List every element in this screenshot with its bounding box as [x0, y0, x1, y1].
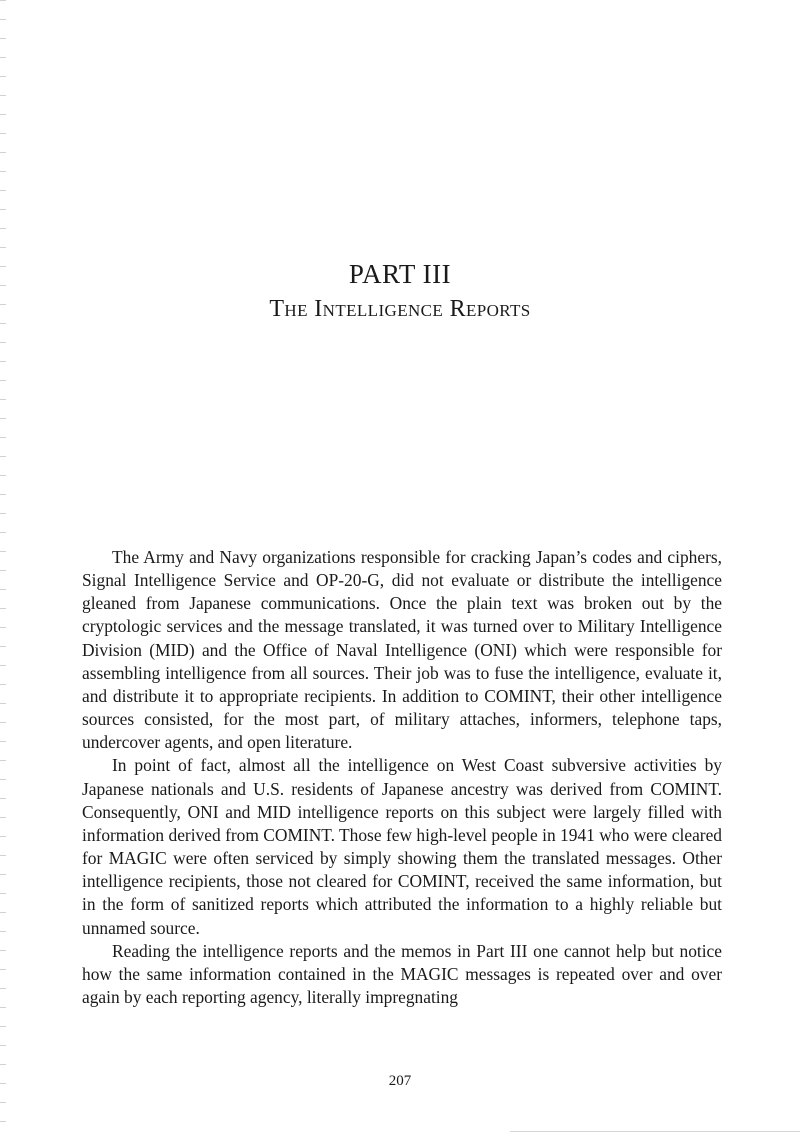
page-number: 207 — [388, 1073, 412, 1089]
page-edge-marks — [0, 0, 6, 1134]
part-heading — [0, 258, 800, 324]
paragraph: The Army and Navy organizations responsible for cracking Japan’s codes and ciphers, Signal Intelligence Service and OP-20-G, did not evaluate or distribute the intelligence gleaned from Japanese communications. Once the plain text was broken out by the cryptologic services and the message translated, it was turned over to Military Intelligence Division (MID) and the Office of Naval Intelligence (ONI) which were responsible for assembling intelligence from all sources. Their job was to fuse the intelligence, evaluate it, and distribute it to appropriate recipients. In addition to COMINT, their other intelligence sources consisted, for the most part, of military attaches, informers, telephone taps, undercover agents, and open literature. — [82, 547, 722, 753]
part-subtitle: The Intelligence Reports — [269, 296, 531, 322]
bottom-rule — [510, 1131, 800, 1132]
body-text — [82, 546, 722, 1009]
paragraph: In point of fact, almost all the intelligence on West Coast subversive activities by Japanese nationals and U.S. residents of Japanese ancestry was derived from COMINT. Consequently, ONI and MID intelligence reports on this subject were largely filled with information derived from COMINT. Those few high-level people in 1941 who were cleared for MAGIC were often serviced by simply showing them the translated messages. Other intelligence recipients, those not cleared for COMINT, received the same information, but in the form of sanitized reports which attributed the information to a highly reliable but unnamed source. — [82, 755, 722, 938]
paragraph: Reading the intelligence reports and the memos in Part III one cannot help but notice how the same information contained in the MAGIC messages is repeated over and over again by each reporting agency, literally impregnating — [82, 940, 722, 1007]
part-title: PART III — [348, 259, 452, 289]
